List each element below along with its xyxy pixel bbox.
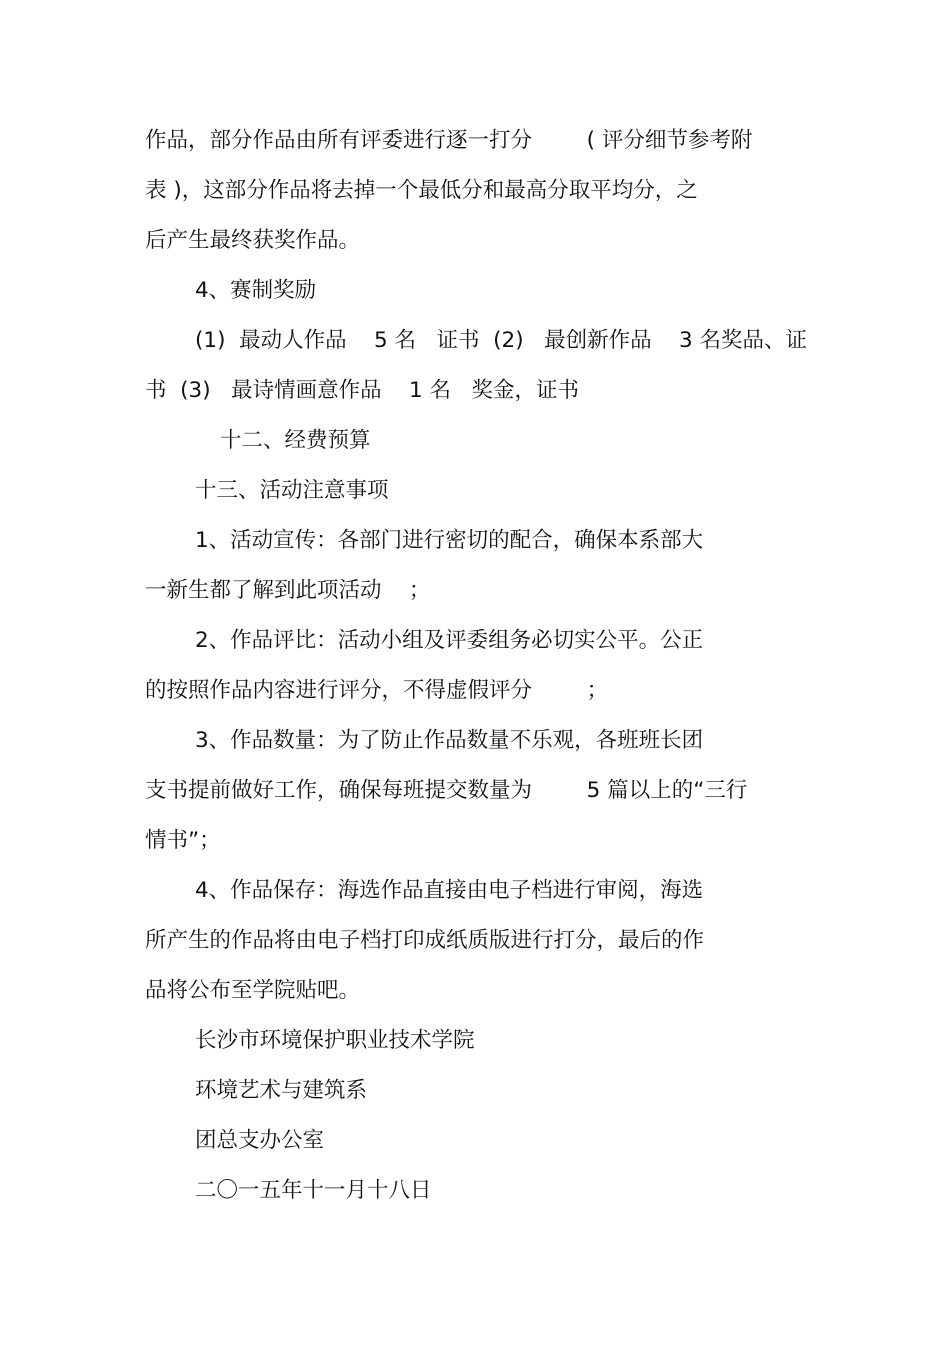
note-storage-line-3: 品将公布至学院贴吧。 (145, 978, 361, 1003)
note-quantity-line-1: 3、作品数量：为了防止作品数量不乐观，各班班长团 (195, 728, 704, 753)
note-quantity-line-3: 情书”； (145, 828, 221, 853)
paragraph-scoring-line-2: 表 )，这部分作品将去掉一个最低分和最高分取平均分，之 (145, 178, 698, 203)
signature-department: 环境艺术与建筑系 (195, 1078, 368, 1103)
note-publicity-line-1: 1、活动宣传：各部门进行密切的配合，确保本系部大 (195, 528, 704, 553)
awards-line-2: 书 (3) 最诗情画意作品 1 名 奖金，证书 (145, 378, 579, 403)
note-publicity-line-2: 一新生都了解到此项活动 ； (145, 578, 431, 603)
signature-office: 团总支办公室 (195, 1128, 325, 1153)
section-heading-notes: 十三、活动注意事项 (195, 478, 389, 503)
note-quantity-line-2: 支书提前做好工作，确保每班提交数量为 5 篇以上的“三行 (145, 778, 748, 803)
note-judging-line-2: 的按照作品内容进行评分，不得虚假评分 ； (145, 678, 609, 703)
section-heading-budget: 十二、经费预算 (220, 428, 371, 453)
paragraph-scoring-line-1: 作品，部分作品由所有评委进行逐一打分 ( 评分细节参考附 (145, 128, 753, 153)
note-storage-line-2: 所产生的作品将由电子档打印成纸质版进行打分，最后的作 (145, 928, 705, 953)
note-judging-line-1: 2、作品评比：活动小组及评委组务必切实公平。公正 (195, 628, 704, 653)
paragraph-scoring-line-3: 后产生最终获奖作品。 (145, 228, 361, 253)
section-heading-awards: 4、赛制奖励 (195, 278, 317, 303)
signature-date: 二〇一五年十一月十八日 (195, 1178, 432, 1203)
note-storage-line-1: 4、作品保存：海选作品直接由电子档进行审阅，海选 (195, 878, 704, 903)
signature-institution: 长沙市环境保护职业技术学院 (195, 1028, 475, 1053)
awards-line-1: (1) 最动人作品 5 名 证书 (2) 最创新作品 3 名奖品、证 (195, 328, 807, 353)
